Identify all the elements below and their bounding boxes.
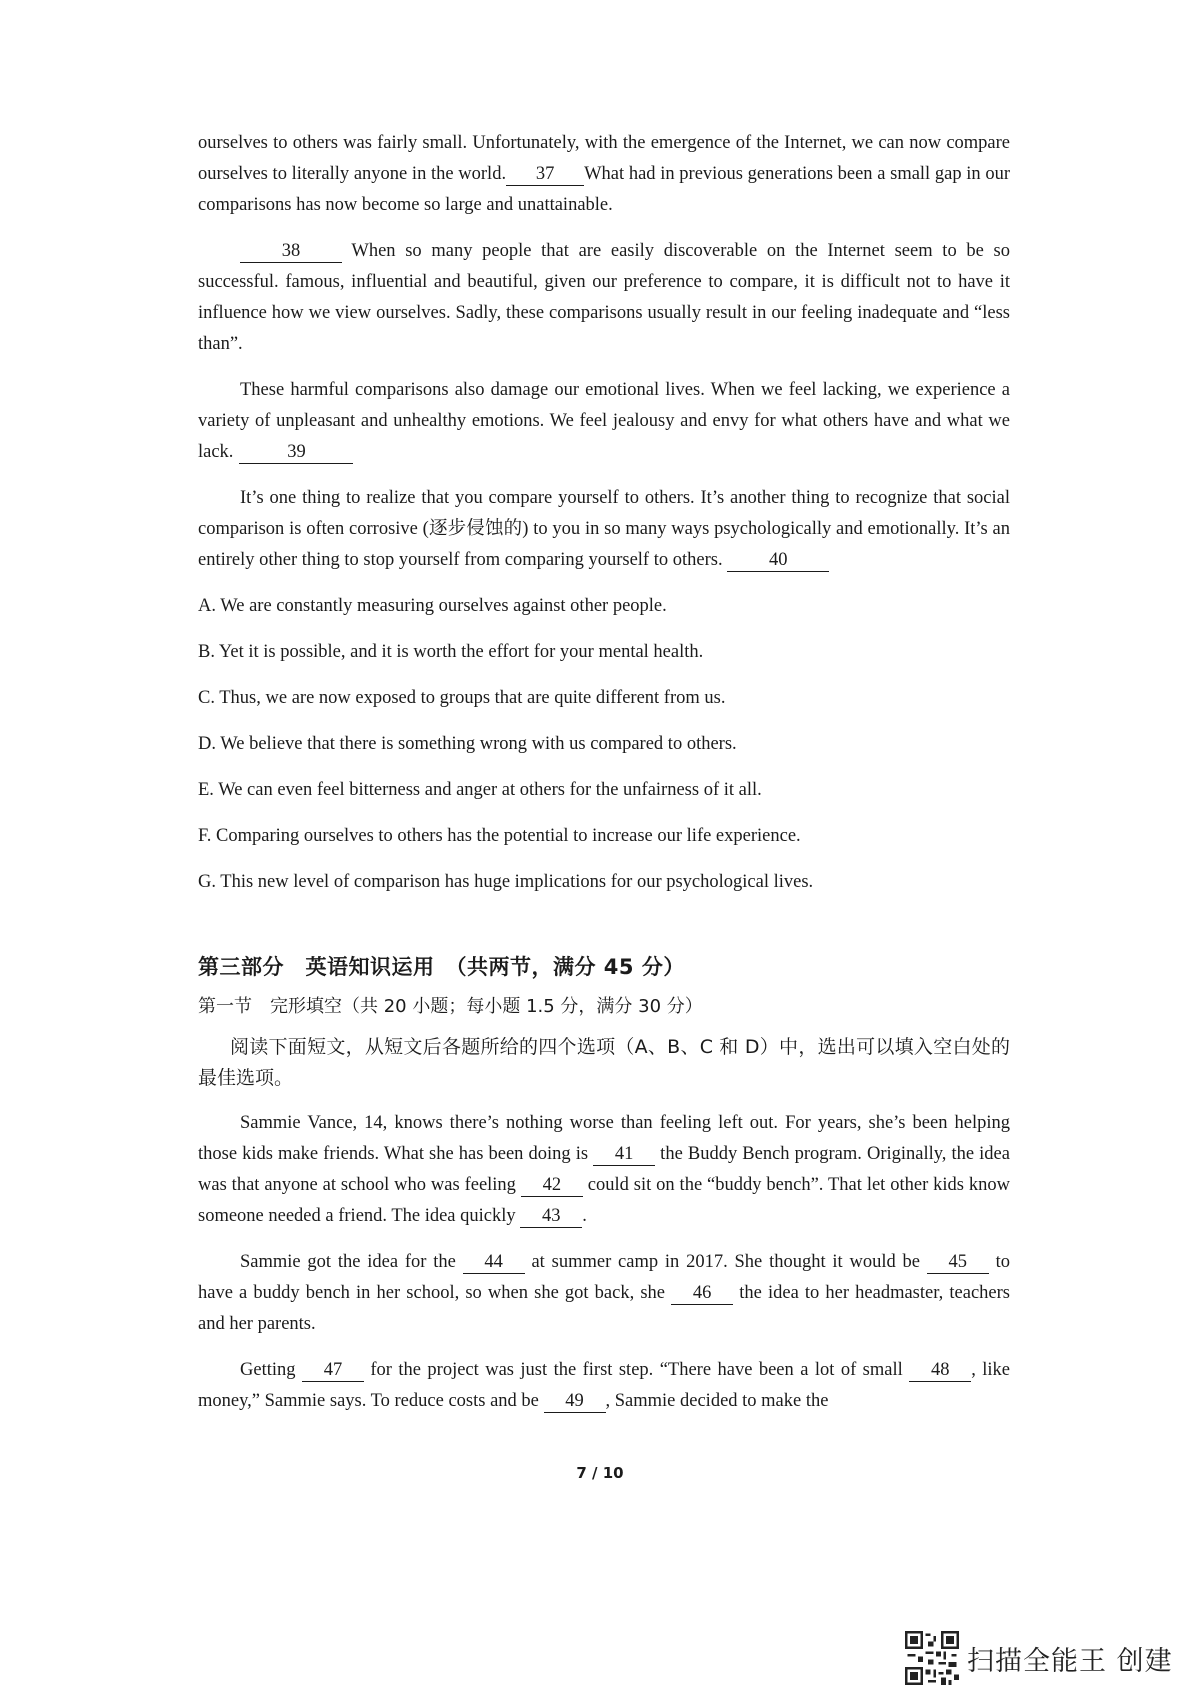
blank-37: 37	[506, 163, 584, 186]
page-number: 7 / 10	[576, 1464, 624, 1482]
paragraph-text: .	[582, 1206, 587, 1226]
paragraph-text: for the project was just the first step. “There have been a lot of small	[363, 1360, 910, 1380]
blank-47: 47	[302, 1359, 364, 1382]
answer-options	[198, 591, 1010, 898]
paragraph-text: to have a buddy bench in her school, so when she got back, she	[198, 1252, 1010, 1303]
paragraph-text: What had in previous generations been a small gap in our comparisons has now become so large and unattainable.	[198, 164, 1010, 215]
option-d: D. We believe that there is something wrong with us compared to others.	[198, 734, 737, 754]
passage-paragraph-1	[198, 128, 1010, 221]
passage-paragraph-4	[198, 483, 1010, 576]
option-e: E. We can even feel bitterness and anger at others for the unfairness of it all.	[198, 780, 762, 800]
watermark-text: 扫描全能王 创建	[967, 1645, 1173, 1677]
option-g: G. This new level of comparison has huge implications for our psychological lives.	[198, 872, 814, 892]
section-subtitle: 第一节 完形填空（共 20 小题；每小题 1.5 分，满分 30 分）	[198, 996, 703, 1017]
blank-48: 48	[909, 1359, 971, 1382]
paragraph-text: Sammie got the idea for the	[240, 1252, 463, 1272]
paragraph-text: When so many people that are easily discoverable on the Internet seem to be so successful. famous, influential and beautiful, given our preference to compare, it is difficult not to have it influence how we view ourselves. Sadly, these comparisons usually result in our feeling inadequate and “less than”.	[198, 241, 1010, 354]
scanner-watermark	[905, 1630, 1173, 1686]
blank-45: 45	[927, 1251, 989, 1274]
blank-39: 39	[239, 441, 353, 464]
blank-49: 49	[544, 1390, 606, 1413]
paragraph-text: ourselves to others was fairly small. Unfortunately, with the emergence of the Internet, we can now compare ourselves to literally anyone in the world.	[198, 133, 1010, 184]
option-f: F. Comparing ourselves to others has the potential to increase our life experience.	[198, 826, 801, 846]
paragraph-text: Getting	[240, 1360, 302, 1380]
cloze-paragraph-1	[198, 1108, 1010, 1232]
qr-code-icon	[905, 1631, 959, 1685]
passage-paragraph-2	[198, 236, 1010, 360]
blank-43: 43	[520, 1205, 582, 1228]
blank-40: 40	[727, 549, 829, 572]
blank-38: 38	[240, 240, 342, 263]
paragraph-text: could sit on the “buddy bench”. That let other kids know someone needed a friend. The idea quickly	[198, 1175, 1010, 1226]
paragraph-text: Sammie Vance, 14, knows there’s nothing worse than feeling left out. For years, she’s been helping those kids make friends. What she has been doing is	[198, 1113, 1010, 1164]
cloze-paragraph-2	[198, 1247, 1010, 1340]
exam-page	[198, 128, 1010, 1432]
paragraph-text: These harmful comparisons also damage our emotional lives. When we feel lacking, we experience a variety of unpleasant and unhealthy emotions. We feel jealousy and envy for what others have and what we lack.	[198, 380, 1010, 462]
paragraph-text: the Buddy Bench program. Originally, the idea was that anyone at school who was feeling	[198, 1144, 1010, 1195]
paragraph-text: at summer camp in 2017. She thought it would be	[524, 1252, 927, 1272]
paragraph-text: , Sammie decided to make the	[605, 1391, 829, 1411]
cloze-paragraph-3	[198, 1355, 1010, 1417]
option-c: C. Thus, we are now exposed to groups that are quite different from us.	[198, 688, 726, 708]
passage-paragraph-3	[198, 375, 1010, 468]
option-b: B. Yet it is possible, and it is worth the effort for your mental health.	[198, 642, 704, 662]
section-instruction: 阅读下面短文，从短文后各题所给的四个选项（A、B、C 和 D）中，选出可以填入空白处的最佳选项。	[198, 1036, 1010, 1089]
paragraph-text: It’s one thing to realize that you compare yourself to others. It’s another thing to recognize that social comparison is often corrosive (逐步侵蚀的) to you in so many ways psychologically and emotionally. It’s an entirely other thing to stop yourself from comparing yourself to others.	[198, 488, 1010, 570]
blank-46: 46	[671, 1282, 733, 1305]
option-a: A. We are constantly measuring ourselves against other people.	[198, 596, 667, 616]
section-title: 第三部分 英语知识运用 （共两节，满分 45 分）	[198, 955, 685, 979]
paragraph-text: , like money,” Sammie says. To reduce costs and be	[198, 1360, 1010, 1411]
blank-41: 41	[593, 1143, 655, 1166]
blank-44: 44	[463, 1251, 525, 1274]
paragraph-text: the idea to her headmaster, teachers and her parents.	[198, 1283, 1010, 1334]
blank-42: 42	[521, 1174, 583, 1197]
